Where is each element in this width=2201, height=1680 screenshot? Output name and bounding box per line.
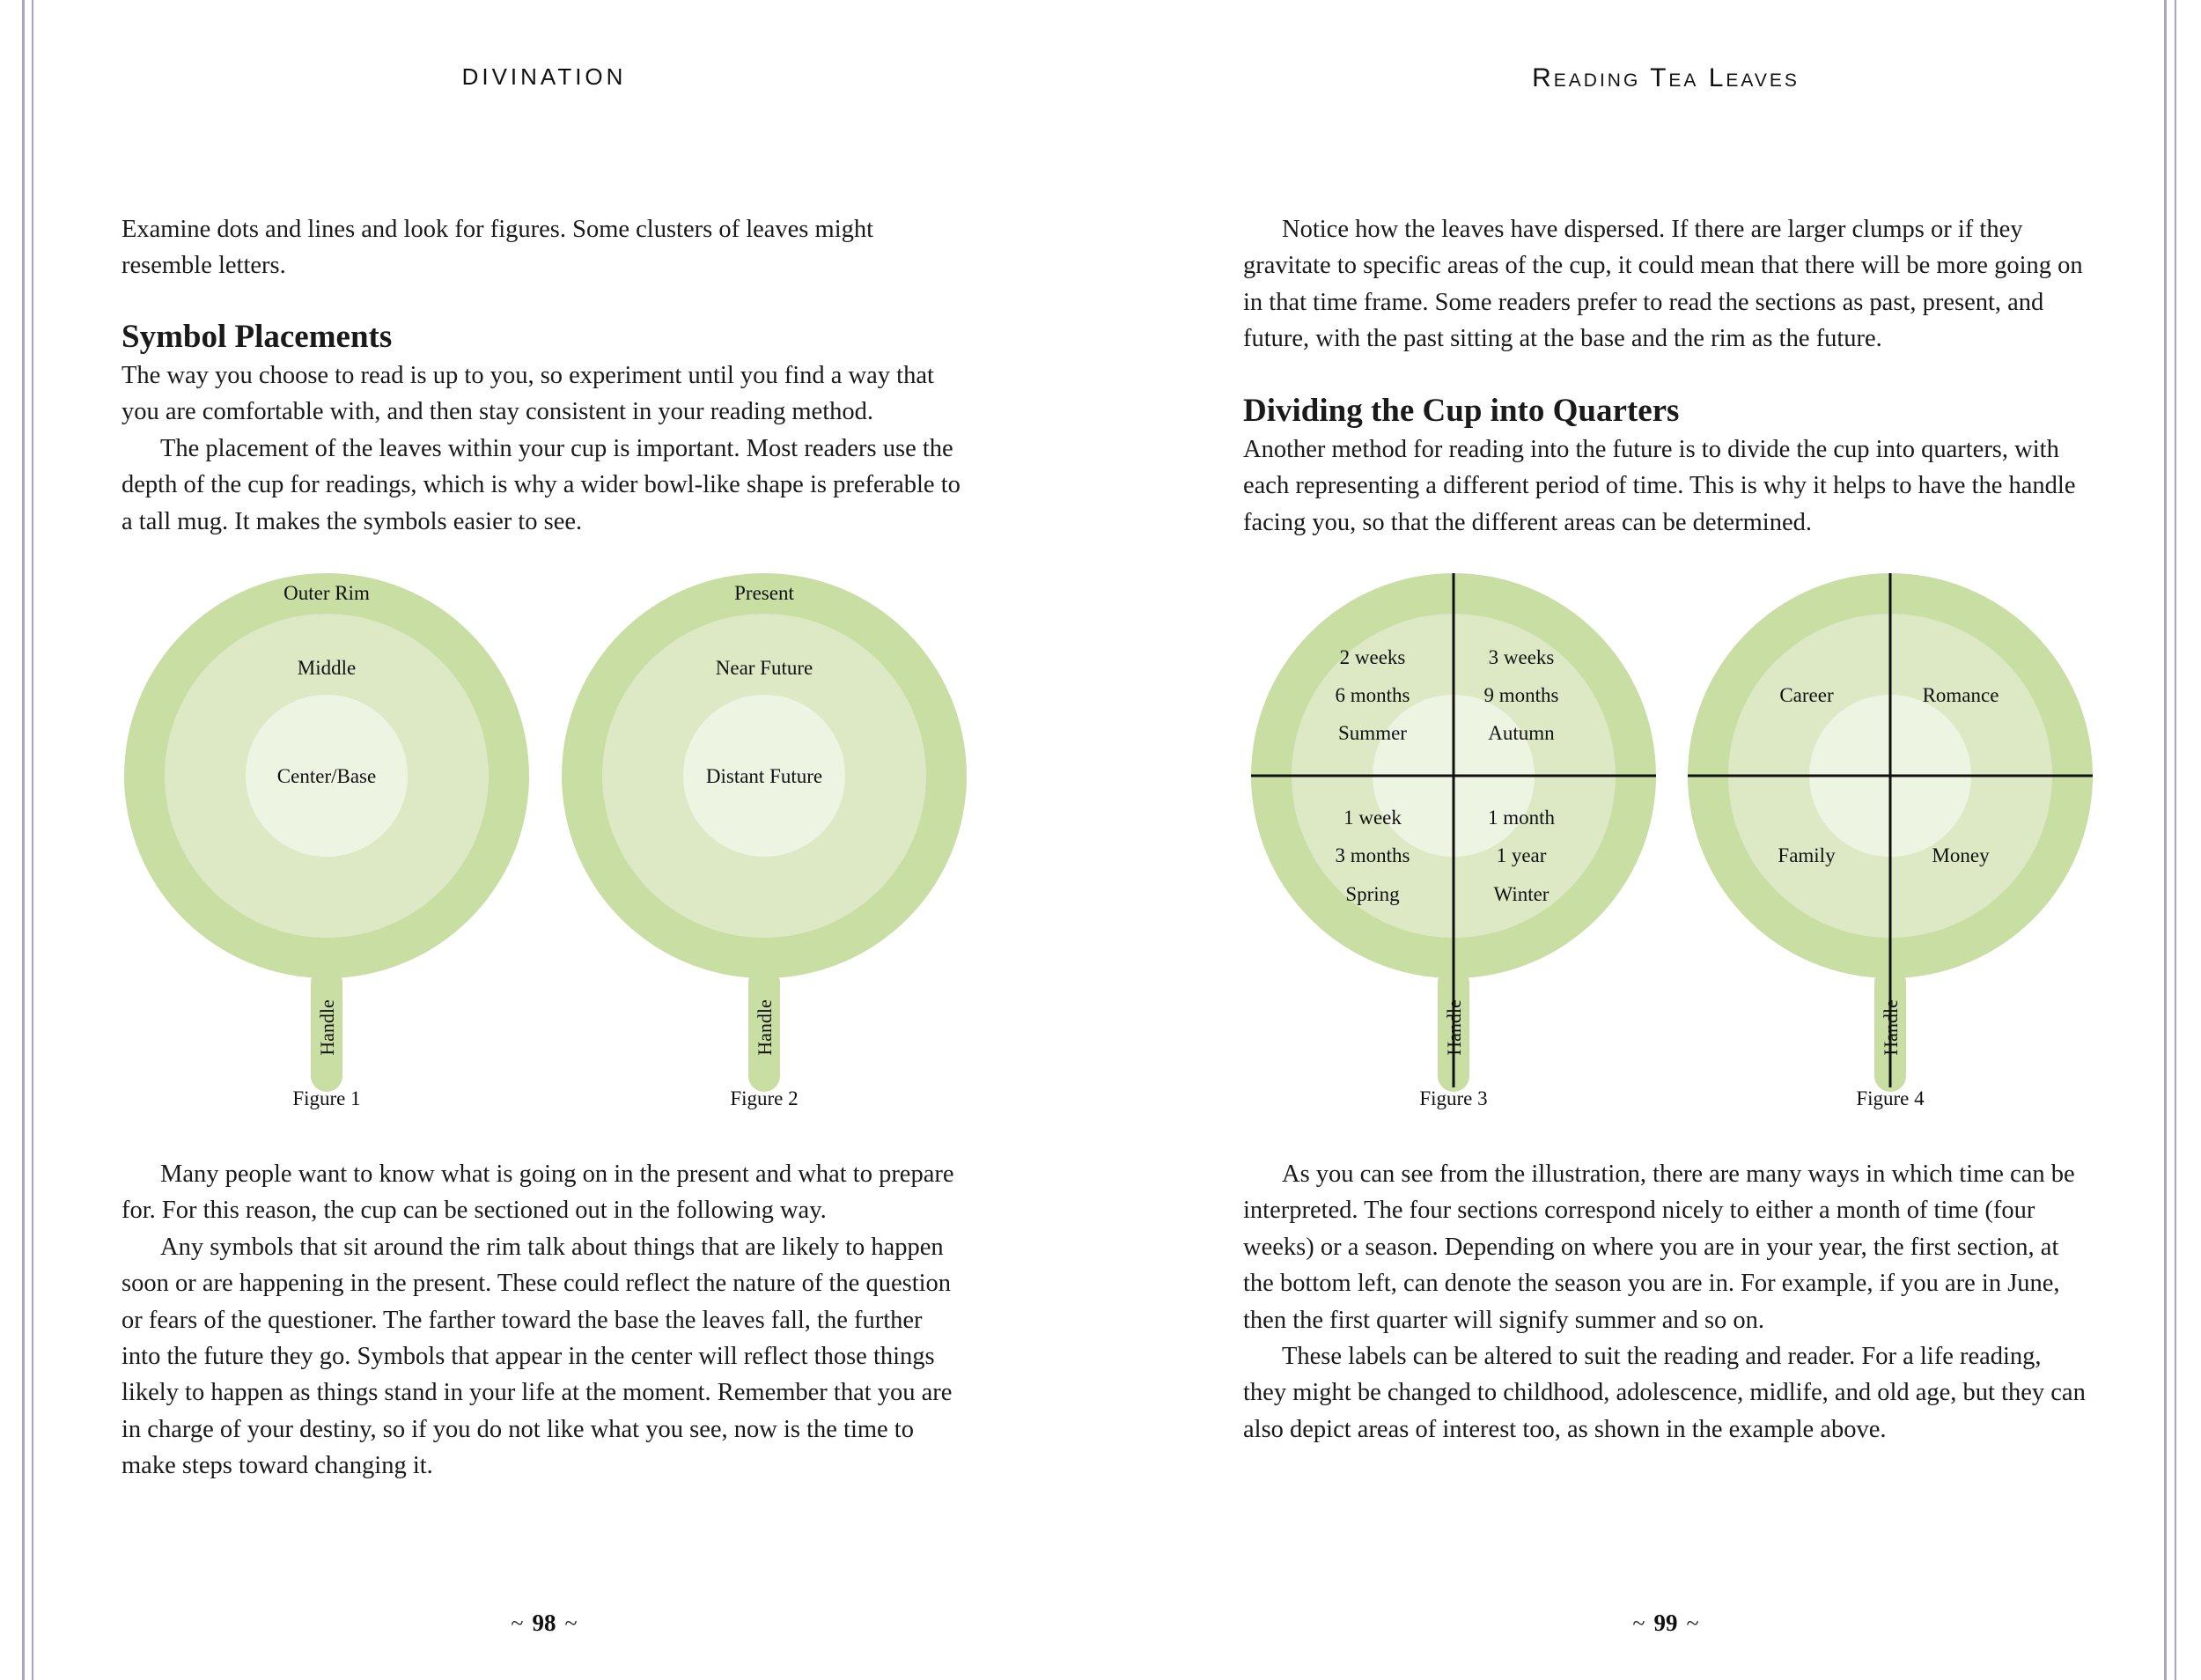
paragraph: As you can see from the illustration, there are many ways in which time can be interpreted. The four sections correspond nicely to either a month of time (four weeks) or a season. Depending on where you are in your year, the first section, at the bottom left, can denote the season you are in. For example, if you are in June, then the first quarter will signify summer and so on.: [1243, 1161, 2075, 1334]
handle-label: Handle: [754, 999, 776, 1056]
figure-caption: Figure 3: [1419, 1087, 1488, 1109]
figure-4-cup: [1688, 573, 2093, 1109]
page-number-left: [121, 1610, 967, 1637]
q-top-right-2: 9 months: [1483, 684, 1559, 706]
section-heading: Symbol Placements: [121, 319, 393, 355]
section-heading: Dividing the Cup into Quarters: [1243, 393, 1680, 429]
folio-number: 98: [532, 1610, 556, 1636]
folio-number: 99: [1653, 1610, 1678, 1636]
paragraph: These labels can be altered to suit the reading and reader. For a life reading, they might be changed to childhood, adolescence, midlife, and old age, but they can also depict areas of interest too, as shown in the example above.: [1243, 1343, 2086, 1443]
figures-3-4: [1243, 568, 2088, 1118]
q-bottom-left-1: 1 week: [1343, 807, 1402, 829]
figure-caption: Figure 2: [730, 1087, 799, 1109]
figure-caption: Figure 1: [292, 1087, 361, 1109]
handle-label: Handle: [1880, 999, 1902, 1056]
label-inner: Center/Base: [276, 765, 377, 787]
handle-label: Handle: [316, 999, 338, 1056]
running-head-left: DIVINATION: [461, 63, 627, 90]
q-bottom-right-1: 1 month: [1487, 807, 1556, 829]
folio-ornament-right-icon: ~: [564, 1610, 578, 1636]
label-middle: Near Future: [715, 657, 813, 679]
running-head-right: Reading Tea Leaves: [1532, 63, 1800, 92]
label-outer: Present: [734, 582, 794, 604]
folio-ornament-left-icon: ~: [1632, 1610, 1645, 1636]
paragraph: Another method for reading into the future is to divide the cup into quarters, with each representing a different period of time. This is why it helps to have the handle facing you, so that the different areas can be determined.: [1243, 436, 2076, 536]
q-top-right-3: Autumn: [1488, 722, 1555, 744]
label-inner: Distant Future: [705, 765, 823, 787]
paragraph: Many people want to know what is going on in the present and what to prepare for. For this reason, the cup can be sectioned out in the following way.: [121, 1161, 954, 1225]
figures-1-2: [121, 568, 967, 1118]
label-middle: Middle: [297, 657, 357, 679]
paragraph: The placement of the leaves within your cup is important. Most readers use the depth of the cup for readings, which is why a wider bowl-like shape is preferable to a tall mug. It makes the symbols easier to see.: [121, 434, 961, 535]
paragraph: Any symbols that sit around the rim talk about things that are likely to happen soon or are happening in the present. These could reflect the nature of the question or fears of the questioner. The farther toward the base the leaves fall, the further into the future they go. Symbols that appear in the center will reflect those things likely to happen as things stand in your life at the moment. Remember that you are in charge of your destiny, so if you do not like what you see, now is the time to make steps toward changing it.: [121, 1233, 953, 1480]
q-top-left-2: 6 months: [1335, 684, 1410, 706]
paragraph: The way you choose to read is up to you, so experiment until you find a way that you are comfortable with, and then stay consistent in your reading method.: [121, 362, 934, 426]
q-bottom-right: Money: [1932, 844, 1990, 866]
paragraph: Examine dots and lines and look for figures. Some clusters of leaves might resemble letters.: [121, 216, 874, 280]
page-number-right: [1243, 1610, 2088, 1637]
figure-caption: Figure 4: [1856, 1087, 1925, 1109]
q-top-left-1: 2 weeks: [1339, 646, 1406, 668]
handle-label: Handle: [1443, 999, 1465, 1056]
right-page: [1243, 0, 2088, 1680]
q-top-right: Romance: [1922, 684, 1999, 706]
q-bottom-left: Family: [1778, 844, 1836, 866]
q-bottom-left-3: Spring: [1345, 883, 1400, 905]
label-outer: Outer Rim: [283, 582, 370, 604]
right-section: [1243, 391, 2088, 541]
left-intro: [121, 211, 967, 284]
folio-ornament-left-icon: ~: [511, 1610, 524, 1636]
left-bottom-text: [121, 1156, 967, 1485]
q-bottom-right-2: 1 year: [1496, 844, 1547, 866]
figure-1-cup: [124, 573, 529, 1109]
right-bottom-text: [1243, 1156, 2088, 1448]
figure-3-cup: [1251, 573, 1656, 1109]
folio-ornament-right-icon: ~: [1686, 1610, 1699, 1636]
q-top-left: Career: [1779, 684, 1834, 706]
paragraph: Notice how the leaves have dispersed. If there are larger clumps or if they gravitate to specific areas of the cup, it could mean that there will be more going on in that time frame. Some readers prefer to read the sections as past, present, and future, with the past sitting at the base and the rim as the future.: [1243, 216, 2083, 353]
figure-2-cup: [562, 573, 967, 1109]
q-bottom-left-2: 3 months: [1335, 844, 1410, 866]
q-bottom-right-3: Winter: [1493, 883, 1550, 905]
q-top-right-1: 3 weeks: [1488, 646, 1555, 668]
q-top-left-3: Summer: [1338, 722, 1407, 744]
left-section: [121, 317, 967, 540]
left-page: [121, 0, 967, 1680]
right-top-text: [1243, 211, 2088, 357]
